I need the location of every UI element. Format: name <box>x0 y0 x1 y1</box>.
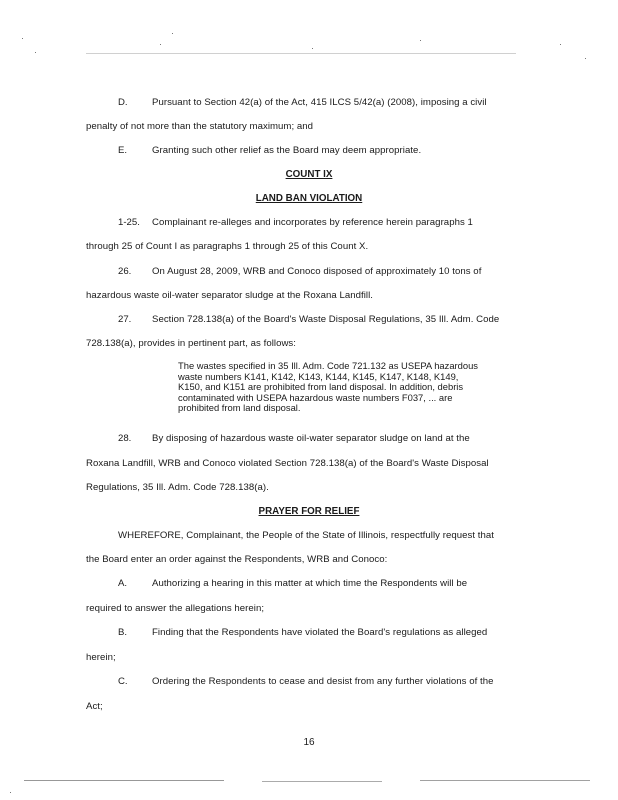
scan-speck <box>160 44 161 45</box>
item-a-line-2: required to answer the allegations herein; <box>86 603 265 614</box>
para-27-line-1: Section 728.138(a) of the Board's Waste Disposal Regulations, 35 Ill. Adm. Code <box>152 314 500 325</box>
para-1-25-line-2: through 25 of Count I as paragraphs 1 through 25 of this Count X. <box>86 241 369 252</box>
para-27-line-2: 728.138(a), provides in pertinent part, as follows: <box>86 338 296 349</box>
quote-line: prohibited from land disposal. <box>178 402 301 413</box>
prayer-title: PRAYER FOR RELIEF <box>258 506 360 517</box>
scan-speck <box>10 792 11 793</box>
quote-line: waste numbers K141, K142, K143, K144, K145, K147, K148, K149, <box>178 370 459 382</box>
para-28-marker: 28. <box>118 433 132 444</box>
item-d-line-1: Pursuant to Section 42(a) of the Act, 415 ILCS 5/42(a) (2008), imposing a civil <box>152 97 487 108</box>
quote-line: contaminated with USEPA hazardous waste numbers F037, ... are <box>178 391 453 403</box>
scan-speck <box>560 44 561 45</box>
scan-artifact-line <box>420 780 590 781</box>
count-title: COUNT IX <box>285 169 333 180</box>
scan-speck <box>172 33 173 34</box>
item-a-line-1: Authorizing a hearing in this matter at which time the Respondents will be <box>152 578 468 589</box>
scan-artifact-line <box>24 780 224 781</box>
para-26-line-2: hazardous waste oil-water separator sludge at the Roxana Landfill. <box>86 290 374 301</box>
quote-line: The wastes specified in 35 Ill. Adm. Code 721.132 as USEPA hazardous <box>178 360 478 371</box>
scan-speck <box>312 48 313 49</box>
regulation-quote <box>178 361 518 414</box>
scan-speck <box>22 38 23 39</box>
item-c-line-2: Act; <box>86 701 103 712</box>
item-a-marker: A. <box>118 578 128 589</box>
item-e-line-1: Granting such other relief as the Board may deem appropriate. <box>152 145 422 156</box>
scan-speck <box>35 52 36 53</box>
para-1-25-line-1: Complainant re-alleges and incorporates by reference herein paragraphs 1 <box>152 217 473 228</box>
scan-speck <box>420 40 421 41</box>
para-28-line-3: Regulations, 35 Ill. Adm. Code 728.138(a). <box>86 482 269 493</box>
scan-artifact-line <box>86 53 516 54</box>
item-d-marker: D. <box>118 97 128 108</box>
item-b-line-1: Finding that the Respondents have violated the Board's regulations as alleged <box>152 627 488 638</box>
item-c-marker: C. <box>118 676 128 687</box>
para-28-line-1: By disposing of hazardous waste oil-water separator sludge on land at the <box>152 433 470 444</box>
item-c-line-1: Ordering the Respondents to cease and desist from any further violations of the <box>152 676 494 687</box>
para-27-marker: 27. <box>118 314 132 325</box>
prayer-intro-line-1: WHEREFORE, Complainant, the People of the State of Illinois, respectfully request that <box>118 530 494 541</box>
para-1-25-marker: 1-25. <box>118 217 140 228</box>
para-28-line-2: Roxana Landfill, WRB and Conoco violated Section 728.138(a) of the Board's Waste Disposal <box>86 458 489 469</box>
item-e-marker: E. <box>118 145 128 156</box>
item-b-line-2: herein; <box>86 652 116 663</box>
count-subtitle: LAND BAN VIOLATION <box>255 193 363 204</box>
prayer-intro-line-2: the Board enter an order against the Respondents, WRB and Conoco: <box>86 554 388 565</box>
page-number: 16 <box>303 737 315 748</box>
scan-artifact-line <box>262 781 382 782</box>
scan-speck <box>585 58 586 59</box>
quote-line: K150, and K151 are prohibited from land disposal. In addition, debris <box>178 381 464 392</box>
para-26-marker: 26. <box>118 266 132 277</box>
para-26-line-1: On August 28, 2009, WRB and Conoco disposed of approximately 10 tons of <box>152 266 482 277</box>
item-b-marker: B. <box>118 627 128 638</box>
item-d-line-2: penalty of not more than the statutory maximum; and <box>86 121 314 132</box>
